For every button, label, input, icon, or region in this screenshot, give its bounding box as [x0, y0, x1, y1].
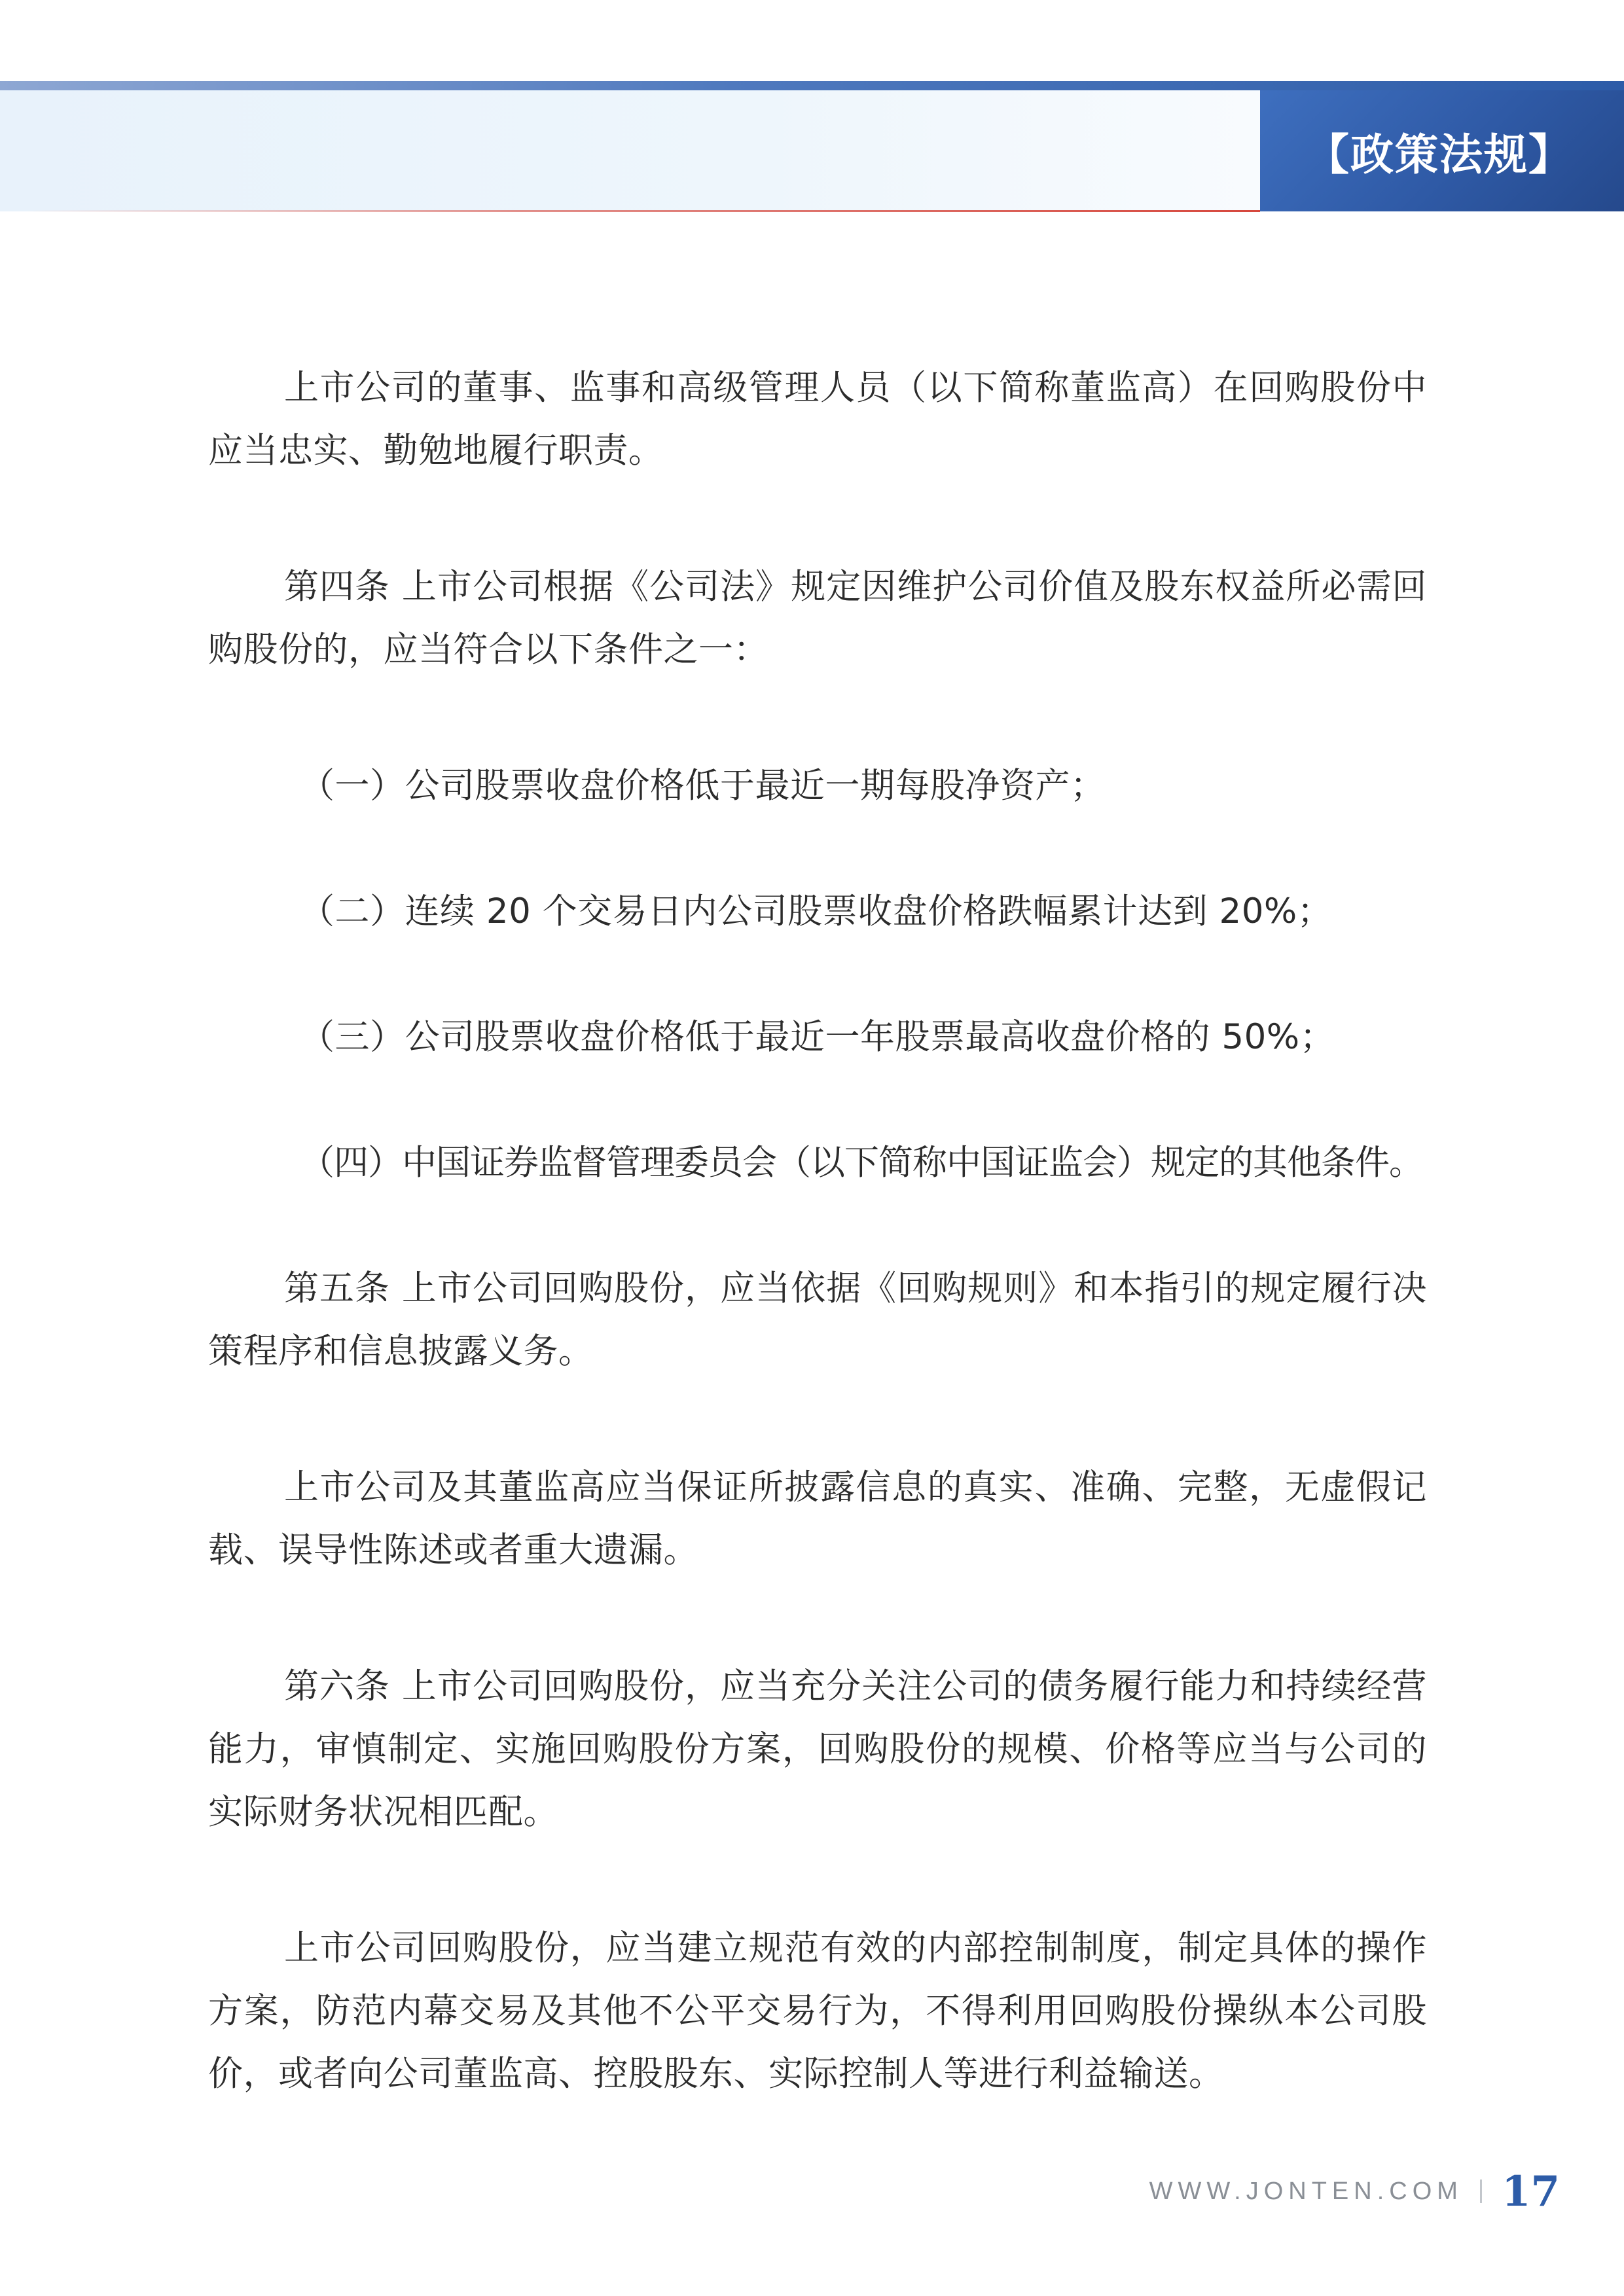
page-footer [1149, 2165, 1560, 2217]
document-body [208, 357, 1427, 2179]
paragraph-article-6: 第六条 上市公司回购股份，应当充分关注公司的债务履行能力和持续经营能力，审慎制定、实施回购股份方案，回购股份的规模、价格等应当与公司的实际财务状况相匹配。 [208, 1666, 1427, 1832]
paragraph-article-4: 第四条 上市公司根据《公司法》规定因维护公司价值及股东权益所必需回购股份的，应当符合以下条件之一： [208, 567, 1427, 670]
paragraph-disclosure: 上市公司及其董监高应当保证所披露信息的真实、准确、完整，无虚假记载、误导性陈述或者重大遗漏。 [208, 1467, 1427, 1570]
paragraph-duty: 上市公司的董事、监事和高级管理人员（以下简称董监高）在回购股份中应当忠实、勤勉地履行职责。 [208, 368, 1427, 471]
footer-website: WWW.JONTEN.COM [1149, 2177, 1463, 2205]
header-divider-line [26, 210, 1260, 212]
header-top-rule [0, 81, 1624, 90]
paragraph-article-5: 第五条 上市公司回购股份，应当依据《回购规则》和本指引的规定履行决策程序和信息披露义务。 [208, 1268, 1427, 1371]
paragraph-internal-control: 上市公司回购股份，应当建立规范有效的内部控制制度，制定具体的操作方案，防范内幕交易及其他不公平交易行为，不得利用回购股份操纵本公司股价，或者向公司董监高、控股股东、实际控制人等进行利益输送。 [208, 1928, 1427, 2094]
header-band [0, 90, 1260, 211]
section-label: 【政策法规】 [1306, 129, 1573, 180]
condition-item-1: （一）公司股票收盘价格低于最近一期每股净资产； [300, 766, 1106, 806]
footer-separator [1480, 2179, 1482, 2203]
condition-item-2: （二）连续 20 个交易日内公司股票收盘价格跌幅累计达到 20%； [300, 891, 1333, 931]
page-number: 17 [1501, 2166, 1560, 2216]
condition-item-3: （三）公司股票收盘价格低于最近一年股票最高收盘价格的 50%； [300, 1017, 1335, 1057]
section-tab [1260, 90, 1624, 211]
condition-item-4: （四）中国证券监督管理委员会（以下简称中国证监会）规定的其他条件。 [300, 1143, 1423, 1183]
